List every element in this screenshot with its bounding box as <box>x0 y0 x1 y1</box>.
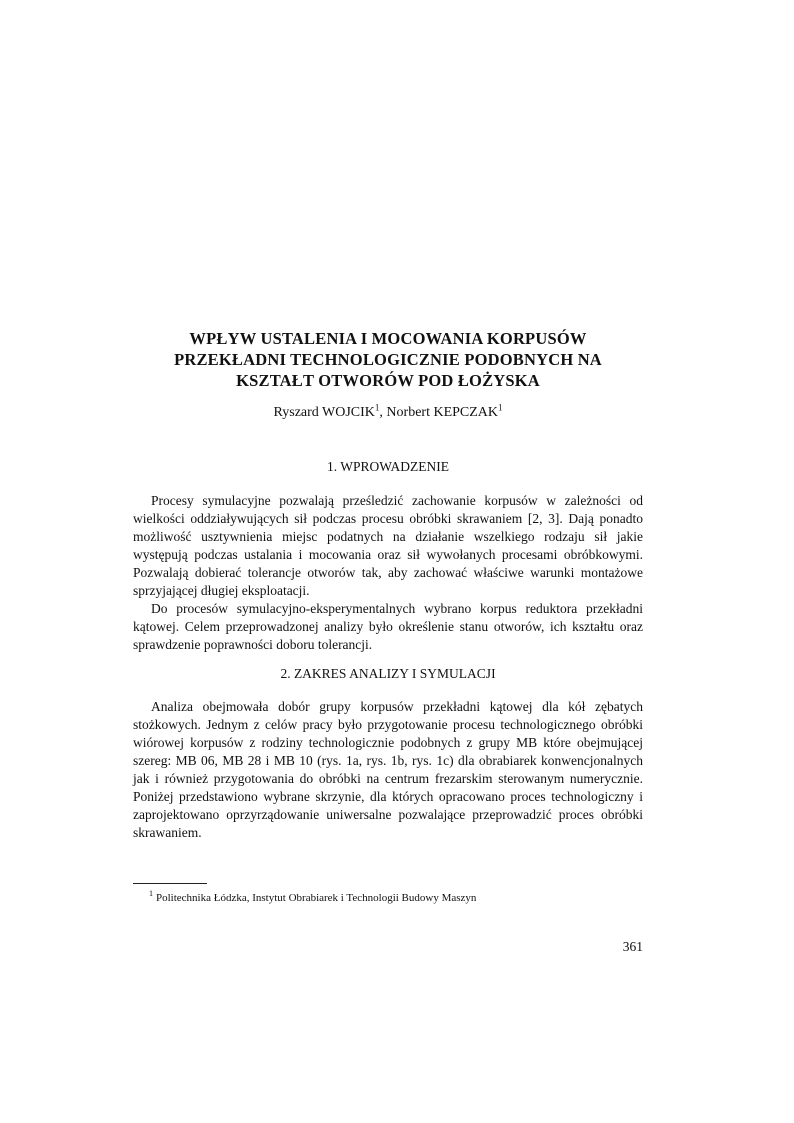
author-name: Norbert KEPCZAK <box>386 405 499 420</box>
title-line-3: KSZTAŁT OTWORÓW POD ŁOŻYSKA <box>236 371 540 390</box>
section-heading-introduction: 1. WPROWADZENIE <box>327 459 449 474</box>
footnote-divider <box>133 883 207 884</box>
author-separator: , <box>379 405 387 420</box>
footnote-text: Politechnika Łódzka, Instytut Obrabiarek i Technologii Budowy Maszyn <box>156 892 477 904</box>
section-body-introduction <box>133 492 643 654</box>
section-heading-scope: 2. ZAKRES ANALIZY I SYMULACJI <box>280 666 496 681</box>
footnote <box>149 891 643 905</box>
paper-title <box>133 328 643 391</box>
title-line-2: PRZEKŁADNI TECHNOLOGICZNIE PODOBNYCH NA <box>174 350 602 369</box>
body-paragraph: Procesy symulacyjne pozwalają prześledzić zachowanie korpusów w zależności od wielkości oddziaływujących sił podczas procesu obróbki skrawaniem [2, 3]. Dają ponadto możliwość usztywnienia miejsc podatnych na działanie wszelkiego rodzaju sił jakie występują podczas ustalania i mocowania oraz sił wywołanych procesami obróbkowymi. Pozwalają dobierać tolerancje otworów tak, aby zachować właściwe warunki montażowe sprzyjającej długiej eksploatacji. <box>133 493 643 598</box>
page-number: 361 <box>622 939 643 954</box>
title-line-1: WPŁYW USTALENIA I MOCOWANIA KORPUSÓW <box>189 329 587 348</box>
author-name: Ryszard WOJCIK <box>273 405 375 420</box>
author-list <box>133 404 643 422</box>
body-paragraph: Do procesów symulacyjno-eksperymentalnych wybrano korpus reduktora przekładni kątowej. Celem przeprowadzonej analizy było określenie stanu otworów, ich kształtu oraz sprawdzenie poprawności doboru tolerancji. <box>133 601 643 652</box>
section-body-scope <box>133 698 643 842</box>
footnote-mark: 1 <box>149 889 153 899</box>
affiliation-mark: 1 <box>498 402 503 413</box>
affiliation-mark: 1 <box>374 402 380 413</box>
body-paragraph: Analiza obejmowała dobór grupy korpusów przekładni kątowej dla kół zębatych stożkowych. Jednym z celów pracy było przygotowanie procesu technologicznego obróbki wiórowej korpusów z rodziny technologicznie podobnych z grupy MB które obejmującej szereg: MB 06, MB 28 i MB 10 (rys. 1a, rys. 1b, rys. 1c) dla obrabiarek konwencjonalnych jak i również przygotowania do obróbki na centrum frezarskim sterowanym numerycznie. Poniżej przedstawiono wybrane skrzynie, dla których opracowano proces technologiczny i zaprojektowano oprzyrządowanie uniwersalne pozwalające przeprowadzić proces obróbki skrawaniem. <box>133 699 643 840</box>
